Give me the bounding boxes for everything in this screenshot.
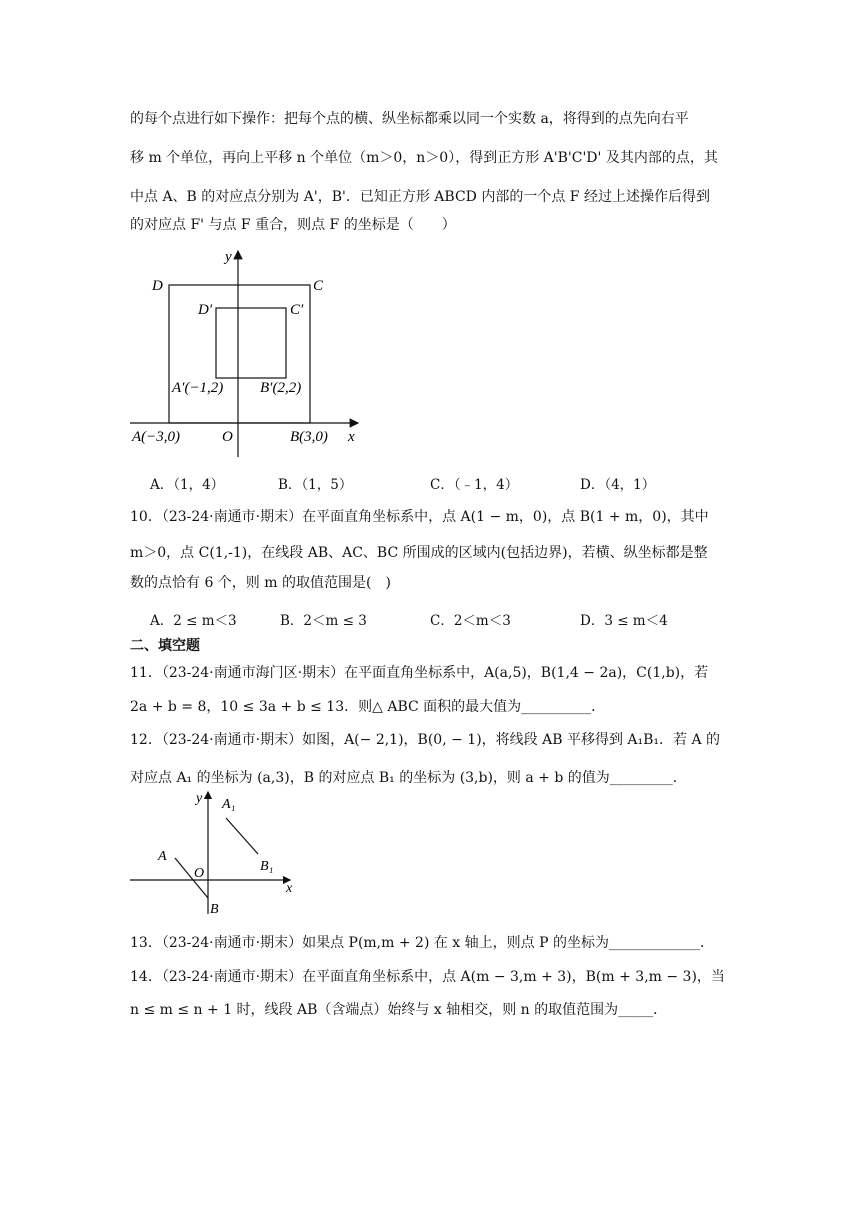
- q9-x-label: x: [348, 429, 355, 445]
- q10-option-b[interactable]: B．2＜m ≤ 3: [280, 613, 367, 629]
- q12-figure: [128, 788, 303, 918]
- label-B: B(3,0): [290, 429, 328, 445]
- q10-option-a[interactable]: A．2 ≤ m＜3: [150, 613, 237, 629]
- q10-line-1: 10．（23-24·南通市·期末）在平面直角坐标系中，点 A(1 − m，0)，点 B(1 + m，0)，其中: [130, 509, 709, 525]
- q10-option-d[interactable]: D．3 ≤ m＜4: [580, 613, 668, 629]
- label-C-prime: C′: [290, 302, 304, 318]
- q12-label-A1: A₁: [222, 797, 236, 812]
- segment-A1B1: [226, 818, 258, 854]
- q14-line-1: 14．（23-24·南通市·期末）在平面直角坐标系中，点 A(m − 3,m + 3)，B(m + 3,m − 3)，当: [130, 969, 725, 985]
- q10-line-2: m＞0，点 C(1,-1)，在线段 AB、AC、BC 所围成的区域内(包括边界)，若横、纵坐标都是整: [130, 545, 708, 561]
- label-C: C: [313, 278, 324, 294]
- q9-line-4: 的对应点 F' 与点 F 重合，则点 F 的坐标是（ ）: [130, 217, 456, 233]
- label-D: D: [152, 278, 163, 294]
- label-B-prime: B′(2,2): [260, 380, 302, 396]
- section-heading: 二、填空题: [130, 638, 200, 654]
- q9-option-d[interactable]: D．（4，1）: [580, 477, 656, 493]
- q12-label-A: A: [158, 849, 167, 864]
- q13-line-1: 13．（23-24·南通市·期末）如果点 P(m,m + 2) 在 x 轴上，则点 P 的坐标为_____________．: [130, 935, 714, 951]
- label-A-prime: A′(−1,2): [172, 380, 224, 396]
- q9-line-1: 的每个点进行如下操作：把每个点的横、纵坐标都乘以同一个实数 a，将得到的点先向右平: [130, 111, 689, 127]
- q9-line-3: 中点 A、B 的对应点分别为 A'，B'．已知正方形 ABCD 内部的一个点 F 经过上述操作后得到: [130, 189, 710, 205]
- q12-label-B1: B₁: [260, 859, 274, 874]
- q12-line-2: 对应点 A₁ 的坐标为 (a,3)，B 的对应点 B₁ 的坐标为 (3,b)，则 a + b 的值为_________．: [130, 770, 687, 786]
- square-ABCD: [169, 285, 310, 423]
- q12-label-B: B: [210, 902, 219, 917]
- label-A: A(−3,0): [132, 429, 181, 445]
- q14-line-2: n ≤ m ≤ n + 1 时，线段 AB（含端点）始终与 x 轴相交，则 n 的取值范围为_____．: [130, 1002, 668, 1018]
- label-O: O: [222, 429, 233, 445]
- q9-y-label: y: [225, 249, 232, 265]
- q12-line-1: 12．（23-24·南通市·期末）如图，A(− 2,1)，B(0, − 1)，将线段 AB 平移得到 A₁B₁．若 A 的: [130, 732, 721, 748]
- q9-figure: [130, 245, 370, 460]
- q12-x-label: x: [286, 881, 293, 896]
- q9-option-c[interactable]: C．（﹣1，4）: [430, 477, 519, 493]
- label-D-prime: D′: [198, 302, 213, 318]
- q11-line-1: 11．（23-24·南通市海门区·期末）在平面直角坐标系中，A(a,5)，B(1,4 − 2a)，C(1,b)，若: [130, 665, 709, 681]
- q10-line-3: 数的点恰有 6 个，则 m 的取值范围是( ): [130, 575, 391, 591]
- square-ApBpCpDp: [216, 308, 286, 378]
- q9-option-a[interactable]: A．（1，4）: [150, 477, 225, 493]
- q12-label-O: O: [194, 866, 205, 881]
- q11-line-2: 2a + b = 8，10 ≤ 3a + b ≤ 13．则△ ABC 面积的最大值为__________．: [130, 699, 606, 715]
- q10-option-c[interactable]: C．2＜m＜3: [430, 613, 511, 629]
- q9-line-2: 移 m 个单位，再向上平移 n 个单位（m＞0，n＞0），得到正方形 A'B'C'D' 及其内部的点，其: [130, 150, 718, 166]
- q12-y-label: y: [196, 791, 203, 806]
- q9-option-b[interactable]: B．（1，5）: [278, 477, 353, 493]
